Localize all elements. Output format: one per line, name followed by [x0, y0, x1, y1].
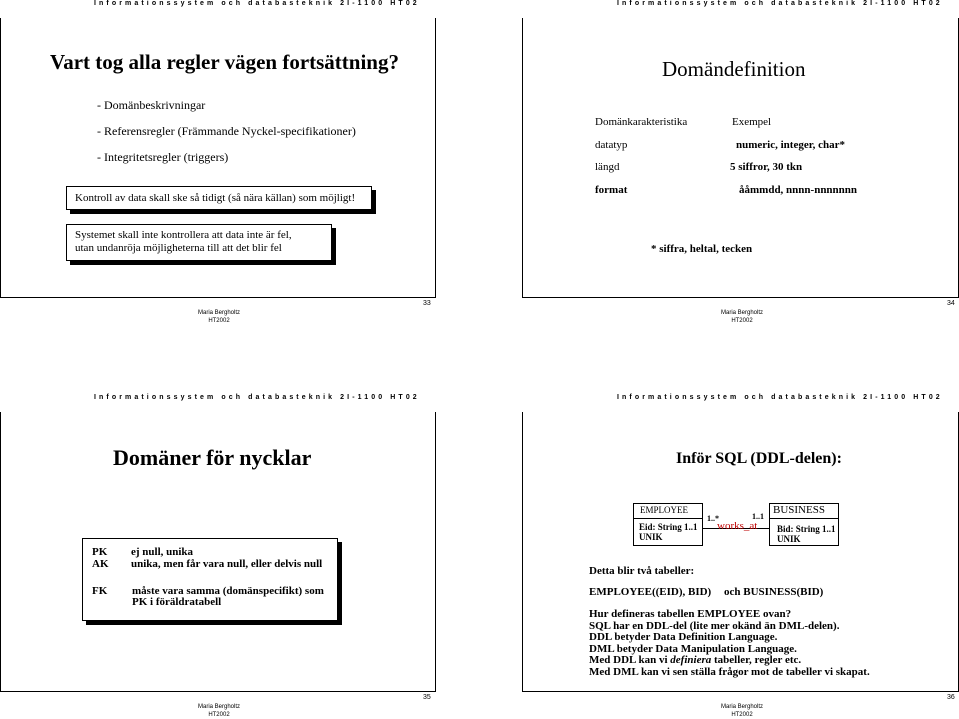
footer-author: Maria Bergholtz: [720, 310, 764, 316]
class-attribute: UNIK: [777, 534, 801, 544]
page-number: 36: [947, 694, 955, 701]
slide-title: Inför SQL (DDL-delen):: [676, 450, 842, 467]
class-divider: [634, 518, 702, 519]
footer: [712, 309, 772, 325]
slide-title: Vart tog alla regler vägen fortsättning?: [50, 50, 399, 74]
footer-term: HT2002: [731, 318, 753, 324]
multiplicity-label: 1..1: [752, 512, 764, 521]
text-line: SQL har en DDL-del (lite mer okänd än DML-delen).: [589, 620, 840, 632]
footnote: * siffra, heltal, tecken: [651, 243, 753, 255]
slide-title: Domäner för nycklar: [113, 445, 312, 470]
class-attribute: Eid: String 1..1: [639, 522, 698, 532]
table-cell: längd: [595, 161, 620, 173]
footer-author: Maria Bergholtz: [197, 310, 241, 316]
footer-author: Maria Bergholtz: [197, 704, 241, 710]
key-label: PK: [92, 546, 108, 558]
slide-title: Domändefinition: [662, 57, 806, 81]
key-description: unika, men får vara null, eller delvis null: [131, 558, 323, 570]
bullet-item: - Integritetsregler (triggers): [97, 150, 229, 164]
text-line: Hur defineras tabellen EMPLOYEE ovan?: [589, 608, 792, 620]
table-cell: numeric, integer, char*: [736, 139, 845, 151]
page-number: 35: [423, 694, 431, 701]
association-label: works_at: [717, 520, 758, 532]
callout-text-line: Systemet skall inte kontrollera att data inte är fel,: [75, 229, 292, 241]
table-definition: EMPLOYEE((EID), BID): [589, 586, 712, 598]
text-line: Med DML kan vi sen ställa frågor mot de tabeller vi skapat.: [589, 666, 870, 678]
text-line: DML betyder Data Manipulation Language.: [589, 643, 797, 655]
footer: [189, 309, 249, 325]
footer-term: HT2002: [208, 712, 230, 718]
keys-box: [82, 538, 338, 621]
key-description: måste vara samma (domänspecifikt) som: [132, 585, 324, 597]
bullet-item: - Referensregler (Främmande Nyckel-specifikationer): [97, 124, 356, 138]
page-number: 34: [947, 300, 955, 307]
multiplicity-label: 1..*: [707, 514, 719, 523]
key-label: FK: [92, 585, 108, 597]
text-segment: tabeller, regler etc.: [711, 654, 802, 666]
slide-header-35: Informationssystem och databasteknik 2I-1100 HT02: [94, 394, 420, 401]
class-attribute: UNIK: [639, 532, 663, 542]
callout-box: [66, 186, 372, 210]
key-description: ej null, unika: [131, 546, 194, 558]
table-cell: format: [595, 184, 628, 196]
slide-header-36: Informationssystem och databasteknik 2I-1100 HT02: [617, 394, 943, 401]
callout-text-line: utan undanröja möjligheterna till att det blir fel: [75, 242, 282, 254]
footer-term: HT2002: [208, 318, 230, 324]
footer: [189, 703, 249, 719]
footer-author: Maria Bergholtz: [720, 704, 764, 710]
text-line: Detta blir två tabeller:: [589, 565, 695, 577]
slide-header-34: Informationssystem och databasteknik 2I-1100 HT02: [617, 0, 943, 7]
table-cell: 5 siffror, 30 tkn: [730, 161, 803, 173]
text-emphasis: definiera: [670, 654, 712, 666]
callout-box: [66, 224, 332, 261]
text-line: DDL betyder Data Definition Language.: [589, 631, 778, 643]
class-divider: [770, 518, 838, 519]
bullet-item: - Domänbeskrivningar: [97, 98, 206, 112]
key-description: PK i föräldratabell: [132, 596, 222, 608]
callout-text: Kontroll av data skall ske så tidigt (så nära källan) som möjligt!: [75, 192, 356, 204]
footer: [712, 703, 772, 719]
page-number: 33: [423, 300, 431, 307]
key-label: AK: [92, 558, 109, 570]
class-name: BUSINESS: [773, 504, 825, 516]
table-cell: datatyp: [595, 139, 628, 151]
table-cell: ååmmdd, nnnn-nnnnnnn: [739, 184, 858, 196]
table-header: Exempel: [732, 116, 772, 128]
text-segment: Med DDL kan vi: [589, 654, 671, 666]
table-definition: och BUSINESS(BID): [724, 586, 824, 598]
slide-header-33: Informationssystem och databasteknik 2I-1100 HT02: [94, 0, 420, 7]
footer-term: HT2002: [731, 712, 753, 718]
class-name: EMPLOYEE: [640, 505, 688, 515]
uml-class-employee: [633, 503, 703, 546]
uml-class-business: [769, 503, 839, 546]
text-line: [589, 654, 801, 666]
table-header: Domänkarakteristika: [595, 116, 688, 128]
class-attribute: Bid: String 1..1: [777, 524, 836, 534]
